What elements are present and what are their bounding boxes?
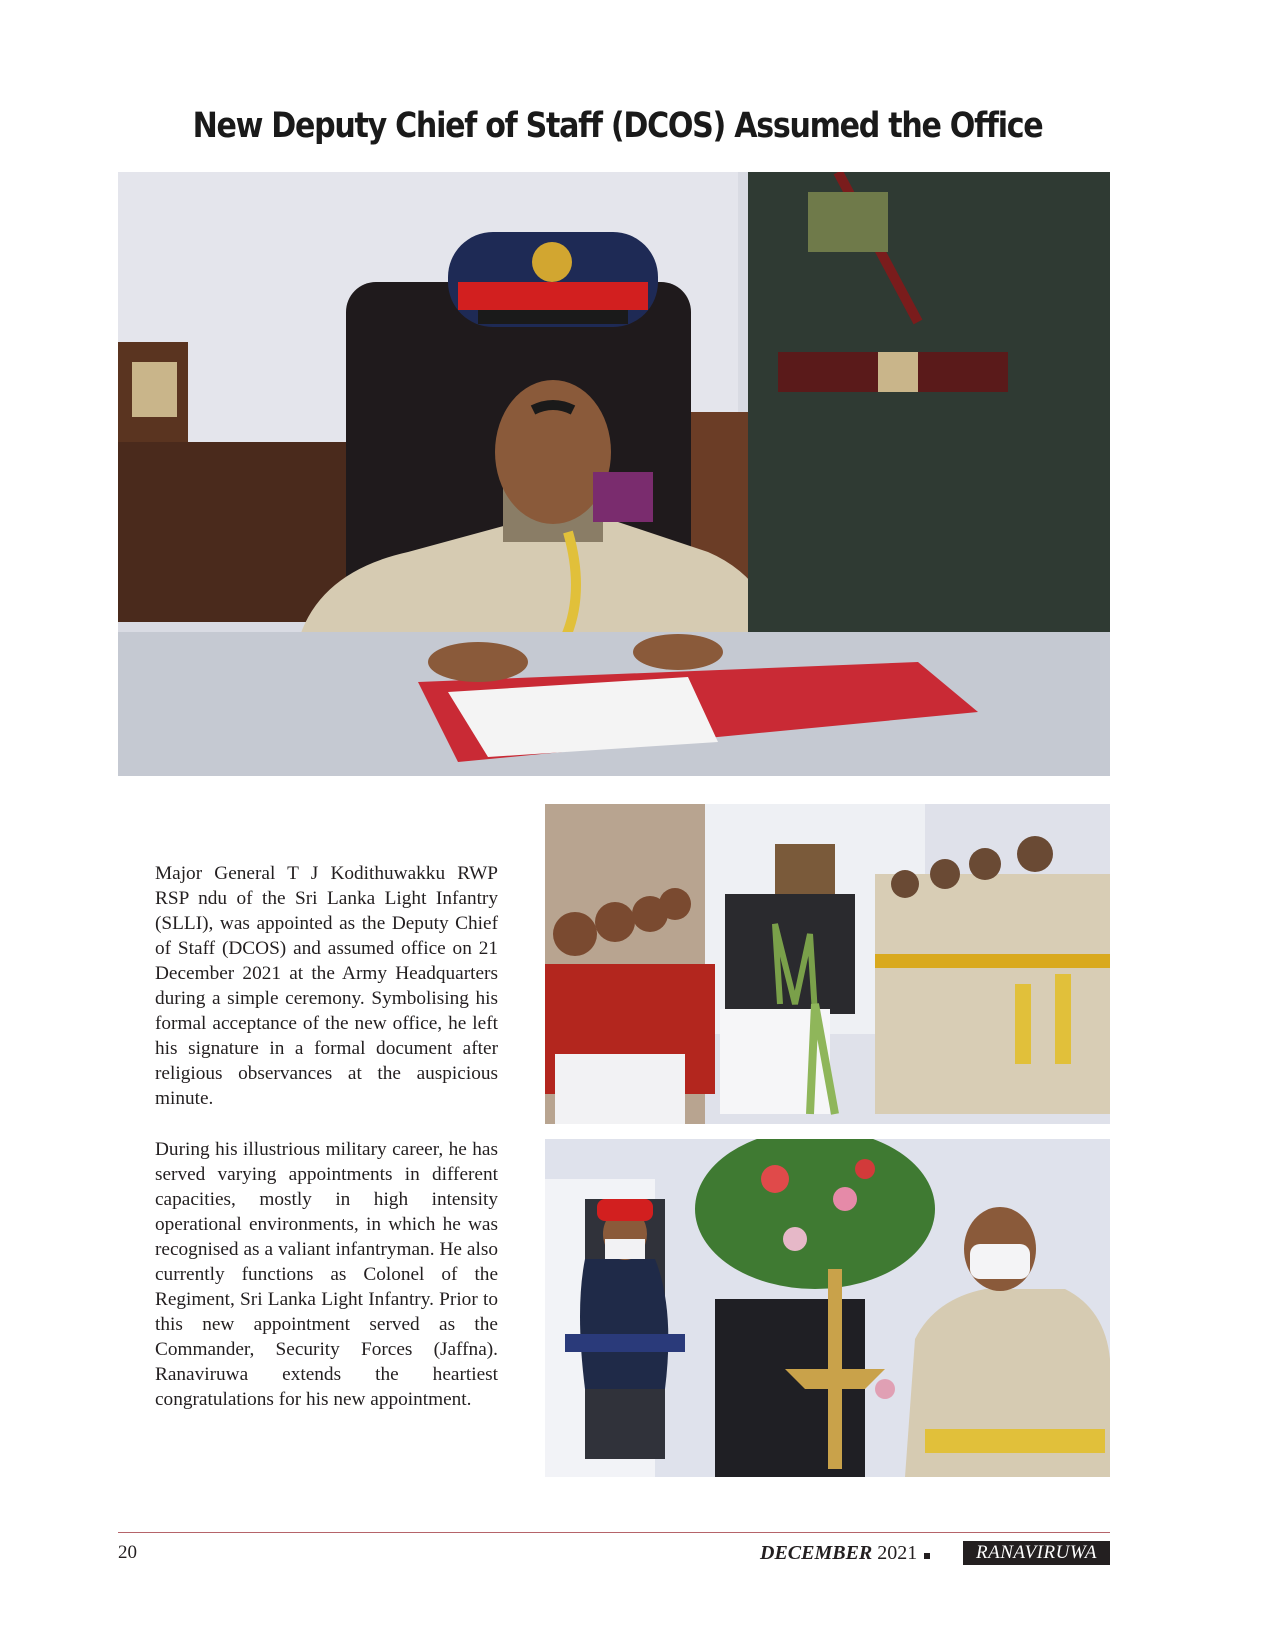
photo-officer-signing	[118, 172, 1110, 776]
photo-religious-observance	[545, 804, 1110, 1124]
issue-date	[760, 1542, 917, 1565]
page-number: 20	[118, 1542, 137, 1563]
footer-separator-square	[924, 1553, 930, 1559]
footer-rule	[118, 1532, 1110, 1533]
article-paragraph-1: Major General T J Kodithuwakku RWP RSP ndu of the Sri Lanka Light Infantry (SLLI), was appointed as the Deputy Chief of Staff (DCOS) and assumed office on 21 December 2021 at the Army Headquarters during a simple ceremony. Symbolising his formal acceptance of the new office, he left his signature in a formal document after religious observances at the auspicious minute.	[155, 863, 498, 1110]
issue-year: 2021	[877, 1542, 918, 1564]
issue-month: DECEMBER	[760, 1542, 873, 1564]
article-title: New Deputy Chief of Staff (DCOS) Assumed the Office	[192, 106, 1043, 146]
photo-oil-lamp-lighting	[545, 1139, 1110, 1477]
magazine-name-badge: RANAVIRUWA	[963, 1541, 1110, 1565]
article-paragraph-2: During his illustrious military career, he has served varying appointments in different capacities, mostly in high intensity operational environments, in which he was recognised as a valiant infantryman. He also currently functions as Colonel of the Regiment, Sri Lanka Light Infantry. Prior to this new appointment served as the Commander, Security Forces (Jaffna). Ranaviruwa extends the heartiest congratulations for his new appointment.	[155, 1139, 498, 1411]
